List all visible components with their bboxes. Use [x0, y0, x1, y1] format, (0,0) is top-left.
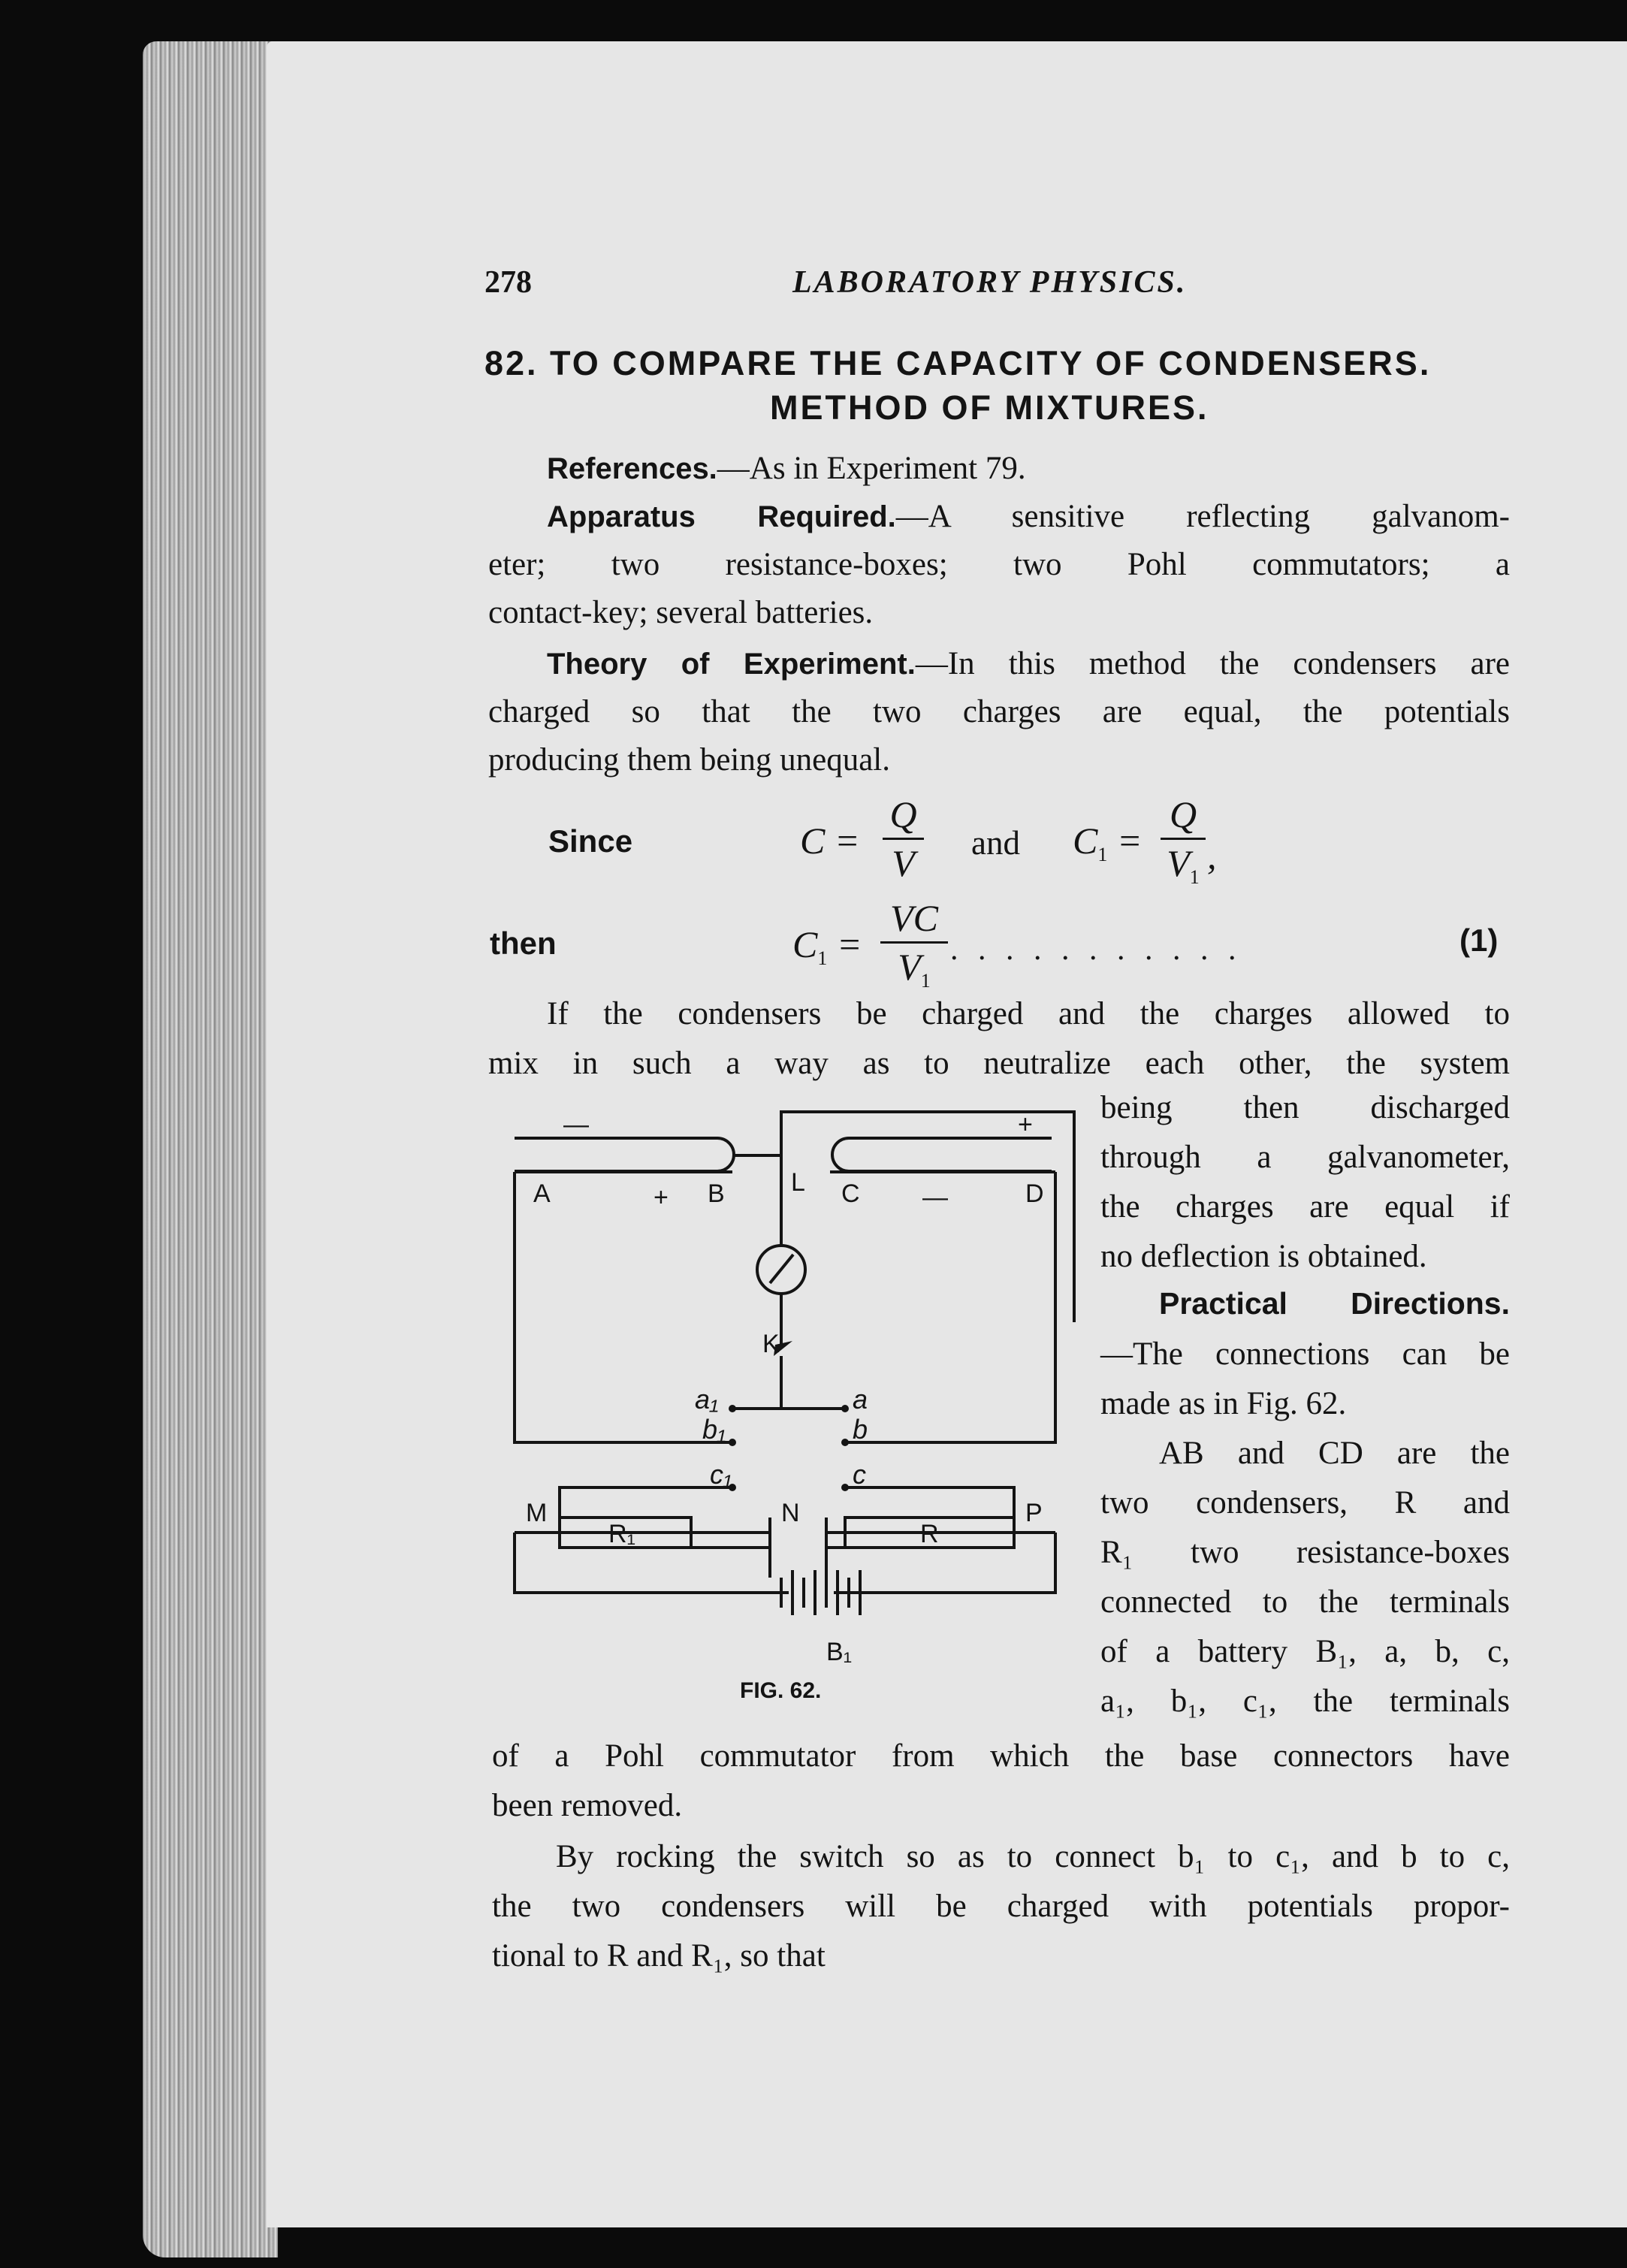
- running-title: LABORATORY PHYSICS.: [792, 265, 1188, 300]
- theory-line-1: Theory of Experiment.—In this method the condensers are: [547, 646, 1510, 681]
- rock-line-3: tional to R and R₁, so that: [492, 1938, 826, 1974]
- book-edge: [143, 41, 278, 2257]
- references-label: References.: [547, 452, 717, 485]
- pohl-line-2: been removed.: [492, 1788, 683, 1823]
- label-c-upper: C: [841, 1179, 860, 1208]
- label-p: P: [1025, 1499, 1043, 1527]
- figure-caption: FIG. 62.: [740, 1678, 822, 1703]
- and-word: and: [971, 824, 1020, 862]
- column-line-1: being then discharged: [1100, 1090, 1510, 1125]
- practical-directions-label: Practical Directions.: [1159, 1286, 1510, 1321]
- column-line-3: the charges are equal if: [1100, 1189, 1510, 1225]
- mix-line-2: mix in such a way as to neutralize each other, the system: [488, 1046, 1510, 1081]
- eq-c1-then: $C_1$ =: [792, 923, 862, 969]
- section-subtitle: METHOD OF MIXTURES.: [770, 388, 1209, 427]
- apparatus-line-3: contact-key; several batteries.: [488, 595, 874, 630]
- column-line-8: AB and CD are the: [1159, 1436, 1510, 1471]
- label-b1: B₁: [826, 1638, 853, 1666]
- minus-sign: —: [563, 1110, 589, 1139]
- label-a-upper: A: [533, 1179, 551, 1208]
- label-c: c: [853, 1459, 866, 1490]
- column-line-9: two condensers, R and: [1100, 1485, 1510, 1521]
- apparatus-line-1: Apparatus Required.—A sensitive reflecting galvanom-: [547, 499, 1510, 534]
- label-r1: R₁: [608, 1520, 636, 1548]
- label-n: N: [781, 1499, 800, 1527]
- page-number: 278: [484, 265, 532, 300]
- column-line-6: —The connections can be: [1100, 1336, 1510, 1372]
- label-m: M: [526, 1499, 548, 1527]
- then-label: then: [490, 926, 557, 961]
- mix-line-1: If the condensers be charged and the charges allowed to: [547, 996, 1510, 1031]
- label-r: R: [920, 1520, 939, 1548]
- label-k: K: [762, 1330, 780, 1358]
- eq-dots: . . . . . . . . . . .: [950, 932, 1242, 967]
- theory-label: Theory of Experiment.: [547, 648, 916, 681]
- label-d-upper: D: [1025, 1179, 1044, 1208]
- plus-sign-b: +: [654, 1183, 669, 1212]
- rock-line-1: By rocking the switch so as to connect b₁ to c₁, and b to c,: [556, 1839, 1510, 1874]
- label-b1-terminal: b₁: [702, 1414, 726, 1445]
- eq-q-over-v1: Q $V_1$: [1161, 793, 1206, 889]
- column-line-11: connected to the terminals: [1100, 1584, 1510, 1620]
- eq-c1: $C_1$ =: [1073, 820, 1143, 865]
- eq-comma: ,: [1207, 835, 1217, 877]
- references-paragraph: References.—As in Experiment 79.: [547, 451, 1026, 486]
- apparatus-label: Apparatus Required.: [547, 500, 896, 533]
- wire-right-loop: [845, 1172, 1055, 1442]
- eq-q-over-v: Q V: [883, 793, 924, 885]
- label-a1: a₁: [695, 1384, 719, 1415]
- eq-vc-over-v1: VC $V_1$: [880, 896, 948, 992]
- condenser-cd-outer: [832, 1138, 1052, 1171]
- section-title: 82. TO COMPARE THE CAPACITY OF CONDENSERS.: [484, 344, 1432, 382]
- label-a: a: [853, 1384, 868, 1415]
- column-line-7: made as in Fig. 62.: [1100, 1386, 1347, 1421]
- column-line-4: no deflection is obtained.: [1100, 1239, 1427, 1274]
- figure-62-circuit-diagram: [496, 1097, 1097, 1705]
- label-l: L: [791, 1168, 805, 1197]
- label-b-upper: B: [708, 1179, 725, 1208]
- apparatus-line-2: eter; two resistance-boxes; two Pohl commutators; a: [488, 547, 1510, 582]
- label-c1: c₁: [710, 1459, 732, 1490]
- column-line-12: of a battery B₁, a, b, c,: [1100, 1634, 1510, 1669]
- column-line-2: through a galvanometer,: [1100, 1140, 1510, 1175]
- eq-c: C =: [800, 820, 860, 862]
- wire-l-top: [732, 1112, 1074, 1322]
- equation-number: (1): [1459, 923, 1499, 958]
- battery-b1: [781, 1570, 860, 1615]
- rock-line-2: the two condensers will be charged with potentials propor-: [492, 1889, 1510, 1924]
- pohl-line-1: of a Pohl commutator from which the base connectors have: [492, 1738, 1510, 1774]
- since-label: Since: [548, 823, 633, 859]
- column-line-10: R₁ two resistance-boxes: [1100, 1535, 1510, 1570]
- label-b: b: [853, 1414, 868, 1445]
- minus-sign-c: —: [922, 1183, 948, 1212]
- theory-line-3: producing them being unequal.: [488, 742, 890, 778]
- theory-line-2: charged so that the two charges are equal, the potentials: [488, 694, 1510, 729]
- condenser-ab-outer: [515, 1138, 734, 1171]
- plus-sign: +: [1018, 1110, 1033, 1139]
- column-line-13: a₁, b₁, c₁, the terminals: [1100, 1684, 1510, 1719]
